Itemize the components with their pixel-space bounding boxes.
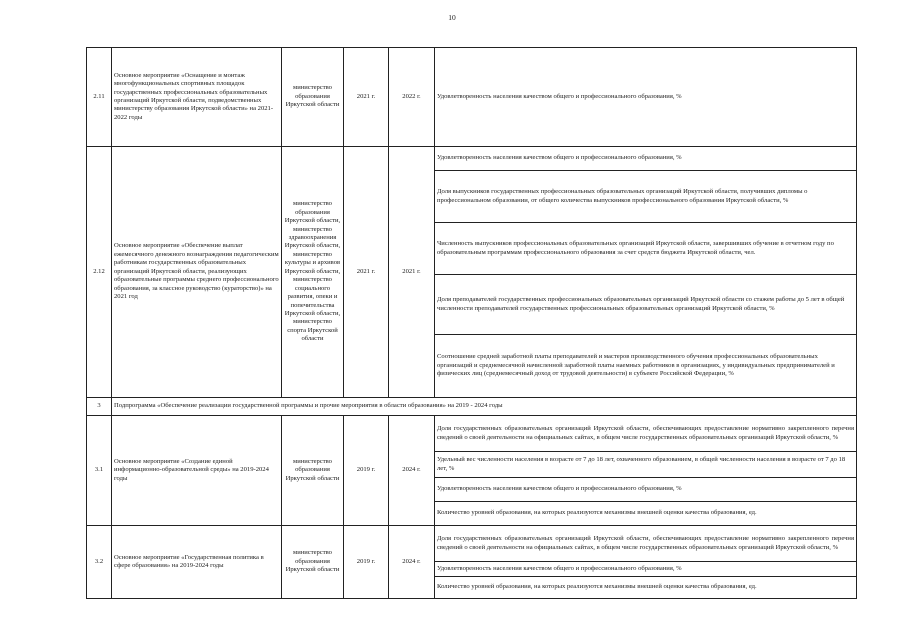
executor: министерство образования Иркутской области, министерство здравоохранения Иркутской области, министерство культуры и архивов Иркутской области, министерство социального развития, опеки и попечительства Иркутской области, министерство спорта Иркутской области (282, 147, 344, 398)
indicator: Доля выпускников государственных профессиональных образовательных организаций Иркутской области, получивших дипломы о профессиональном образовании, от общего количества выпускников профессионального образования Иркутской области, % (435, 171, 857, 223)
executor: министерство образования Иркутской области (282, 416, 344, 526)
table-row (87, 147, 857, 171)
start-year: 2019 г. (344, 526, 389, 599)
section-row (87, 398, 857, 416)
indicator: Количество уровней образования, на которых реализуются механизмы внешней оценки качества образования, ед. (435, 502, 857, 526)
start-year: 2019 г. (344, 416, 389, 526)
end-year: 2024 г. (389, 416, 435, 526)
section-title: Подпрограмма «Обеспечение реализации государственной программы и прочие мероприятия в области образования» на 2019 - 2024 годы (112, 398, 857, 416)
indicator: Численность выпускников профессиональных образовательных организаций Иркутской области, завершивших обучение в отчетном году по образовательным программам профессионального образования за счет средств бюджета Иркутской области, чел. (435, 223, 857, 275)
page-number: 10 (448, 13, 456, 22)
activity-name: Основное мероприятие «Оснащение и монтаж многофункциональных спортивных площадок государственных профессиональных образовательных организаций Иркутской области, подведомственных министерству образования Иркутской области» на 2021-2022 годы (112, 48, 282, 147)
program-activities-table (86, 47, 857, 599)
indicator: Удельный вес численности населения в возрасте от 7 до 18 лет, охваченного образованием, в общей численности населения в возрасте от 7 до 18 лет, % (435, 452, 857, 478)
row-number: 2.11 (87, 48, 112, 147)
end-year: 2024 г. (389, 526, 435, 599)
table-row (87, 48, 857, 147)
end-year: 2021 г. (389, 147, 435, 398)
table-row (87, 416, 857, 452)
end-year: 2022 г. (389, 48, 435, 147)
activity-name: Основное мероприятие «Создание единой информационно-образовательной среды» на 2019-2024 годы (112, 416, 282, 526)
indicator: Удовлетворенность населения качеством общего и профессионального образования, % (435, 147, 857, 171)
indicator: Удовлетворенность населения качеством общего и профессионального образования, % (435, 562, 857, 577)
activity-name: Основное мероприятие «Государственная политика в сфере образования» на 2019-2024 годы (112, 526, 282, 599)
section-number: 3 (87, 398, 112, 416)
row-number: 3.2 (87, 526, 112, 599)
indicator: Удовлетворенность населения качеством общего и профессионального образования, % (435, 48, 857, 147)
indicator: Доля государственных образовательных организаций Иркутской области, обеспечивающих предоставление нормативно закрепленного перечня сведений о своей деятельности на официальных сайтах, в общем числе государственных образовательных организаций Иркутской области, % (435, 416, 857, 452)
indicator: Соотношение средней заработной платы преподавателей и мастеров производственного обучения профессиональных образовательных организаций и среднемесячной начисленной заработной платы наемных работников в организациях, у индивидуальных предпринимателей и физических лиц (среднемесячный доход от трудовой деятельности) в субъекте Российской Федерации, % (435, 335, 857, 398)
table-row (87, 526, 857, 562)
indicator: Доля государственных образовательных организаций Иркутской области, обеспечивающих предоставление нормативно закрепленного перечня сведений о своей деятельности на официальных сайтах, в общем числе государственных образовательных организаций Иркутской области, % (435, 526, 857, 562)
row-number: 2.12 (87, 147, 112, 398)
executor: министерство образования Иркутской области (282, 526, 344, 599)
activity-name: Основное мероприятие «Обеспечение выплат ежемесячного денежного вознаграждения педагогическим работникам государственных образовательных организаций Иркутской области, реализующих образовательные программы среднего профессионального образования, за классное руководство (кураторство)» на 2021 год (112, 147, 282, 398)
indicator: Удовлетворенность населения качеством общего и профессионального образования, % (435, 478, 857, 502)
row-number: 3.1 (87, 416, 112, 526)
start-year: 2021 г. (344, 48, 389, 147)
start-year: 2021 г. (344, 147, 389, 398)
executor: министерство образования Иркутской области (282, 48, 344, 147)
indicator: Доля преподавателей государственных профессиональных образовательных организаций Иркутской области со стажем работы до 5 лет в общей численности преподавателей государственных профессиональных образовательных организаций Иркутской области, % (435, 275, 857, 335)
indicator: Количество уровней образования, на которых реализуются механизмы внешней оценки качества образования, ед. (435, 577, 857, 599)
